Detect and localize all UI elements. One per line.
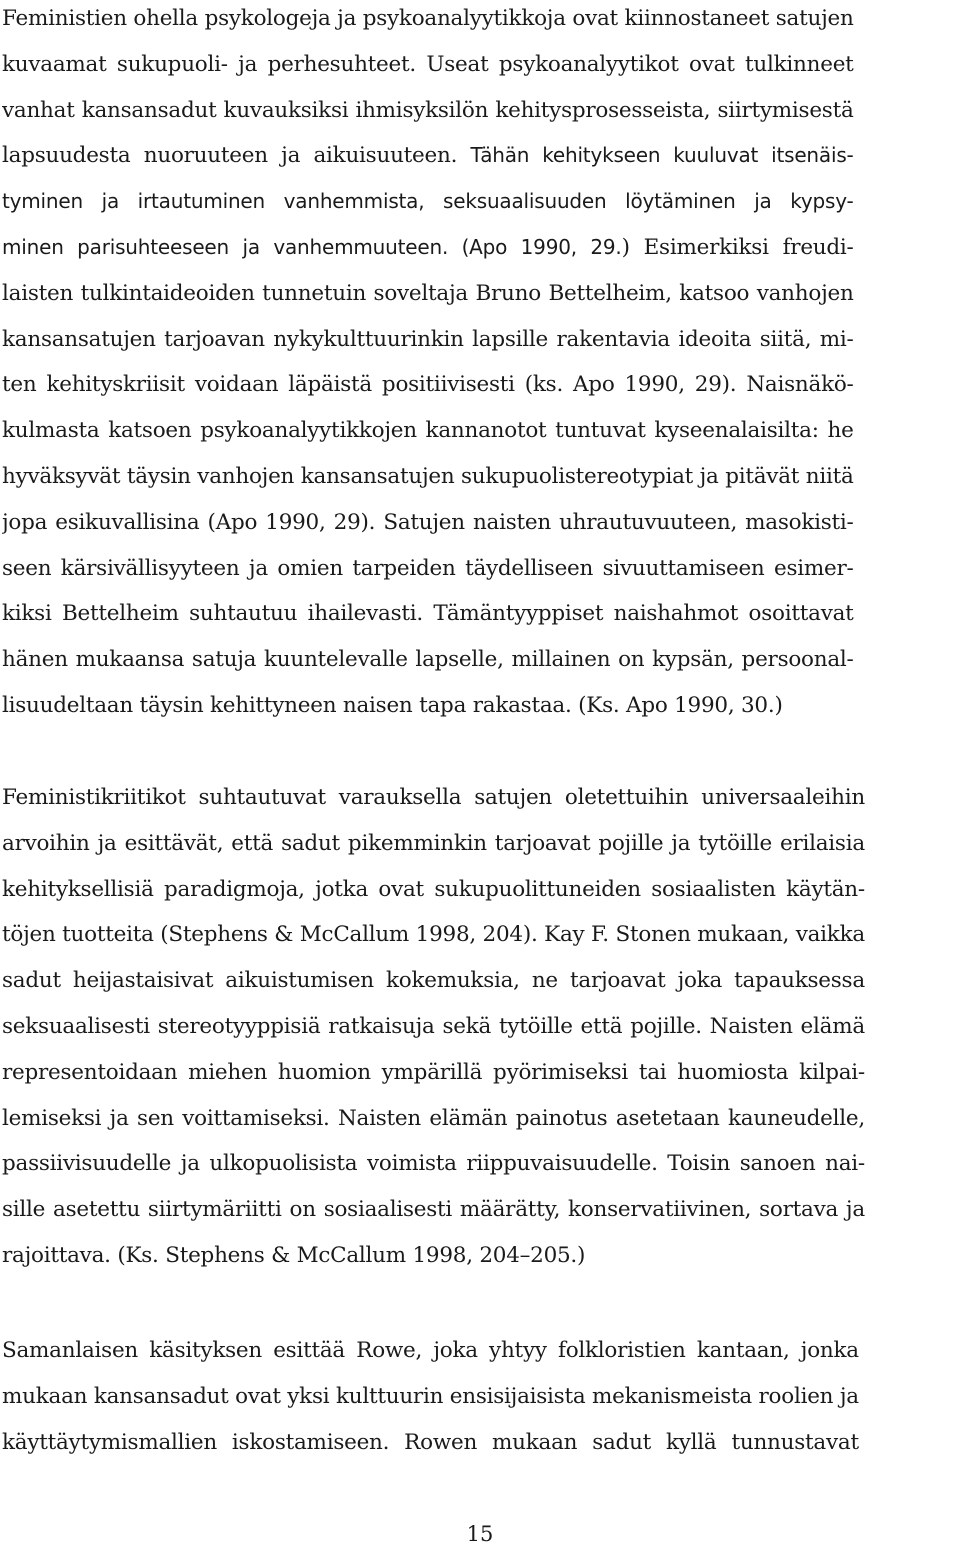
text-line bbox=[2, 1187, 865, 1233]
text-run: kiksi Bettelheim suhtautuu ihailevasti. Tämäntyyppiset naishahmot osoittavat bbox=[2, 601, 854, 627]
page-number: 15 bbox=[466, 1522, 494, 1546]
paragraph-3 bbox=[2, 1328, 859, 1465]
text-run: Feministien ohella psykologeja ja psykoanalyytikkoja ovat kiinnostaneet satujen bbox=[2, 6, 854, 31]
text-run: hyväksyvät täysin vanhojen kansansatujen sukupuolistereotypiat ja pitävät niitä bbox=[2, 463, 854, 489]
text-run: ten kehityskriisit voidaan läpäistä positiivisesti (ks. Apo 1990, 29). Naisnäkö- bbox=[2, 372, 854, 398]
text-line bbox=[2, 546, 854, 592]
text-line bbox=[2, 1141, 865, 1187]
paragraph-2 bbox=[2, 775, 865, 1279]
text-run: kulmasta katsoen psykoanalyytikkojen kannanotot tuntuvat kyseenalaisilta: he bbox=[2, 418, 854, 444]
text-run: rajoittava. (Ks. Stephens & McCallum 1998, 204–205.) bbox=[2, 1242, 586, 1268]
text-line bbox=[2, 683, 854, 729]
text-run: seen kärsivällisyyteen ja omien tarpeiden täydelliseen sivuuttamiseen esimer- bbox=[2, 555, 854, 581]
text-run: lisuudeltaan täysin kehittyneen naisen tapa rakastaa. (Ks. Apo 1990, 30.) bbox=[2, 692, 783, 718]
text-run: representoidaan miehen huomion ympärillä pyörimiseksi tai huomiosta kilpai- bbox=[2, 1059, 865, 1085]
text-run: jopa esikuvallisina (Apo 1990, 29). Satujen naisten uhrautuvuuteen, masokisti- bbox=[2, 509, 854, 535]
text-run: sille asetettu siirtymäriitti on sosiaalisesti määrätty, konservatiivinen, sortava ja bbox=[2, 1197, 865, 1223]
text-line bbox=[2, 1374, 859, 1420]
text-line bbox=[2, 271, 854, 317]
text-line bbox=[2, 1420, 859, 1466]
text-run: töjen tuotteita (Stephens & McCallum 1998, 204). Kay F. Stonen mukaan, vaikka bbox=[2, 922, 865, 948]
text-line bbox=[2, 179, 854, 225]
text-line bbox=[2, 500, 854, 546]
text-line bbox=[2, 42, 854, 88]
text-line bbox=[2, 867, 865, 913]
text-line bbox=[2, 225, 854, 271]
paragraph-1 bbox=[2, 0, 854, 729]
text-run: mukaan kansansadut ovat yksi kulttuurin ensisijaisista mekanismeista roolien ja bbox=[2, 1383, 859, 1409]
text-run: ) Esimerkiksi freudi- bbox=[621, 234, 854, 260]
text-run: lemiseksi ja sen voittamiseksi. Naisten elämän painotus asetetaan kauneudelle, bbox=[2, 1105, 865, 1131]
text-line bbox=[2, 912, 865, 958]
text-line bbox=[2, 958, 865, 1004]
text-line bbox=[2, 1328, 859, 1374]
text-line bbox=[2, 775, 865, 821]
text-run: hänen mukaansa satuja kuuntelevalle lapselle, millainen on kypsän, persoonal- bbox=[2, 647, 854, 673]
text-line bbox=[2, 1004, 865, 1050]
text-run: passiivisuudelle ja ulkopuolisista voimista riippuvaisuudelle. Toisin sanoen nai- bbox=[2, 1151, 865, 1177]
text-run: käyttäytymismallien iskostamiseen. Rowen mukaan sadut kyllä tunnustavat bbox=[2, 1429, 859, 1455]
text-run: seksuaalisesti stereotyyppisiä ratkaisuja sekä tytöille että pojille. Naisten elämä bbox=[2, 1013, 865, 1039]
text-run: laisten tulkintaideoiden tunnetuin soveltaja Bruno Bettelheim, katsoo vanhojen bbox=[2, 280, 854, 306]
text-run: lapsuudesta nuoruuteen ja aikuisuuteen. bbox=[2, 143, 471, 169]
text-run: minen parisuhteeseen ja vanhemmuuteen. (Apo 1990, 29. bbox=[2, 234, 622, 259]
text-line bbox=[2, 1050, 865, 1096]
text-run: Tähän kehitykseen kuuluvat itsenäis- bbox=[470, 143, 854, 168]
text-line bbox=[2, 821, 865, 867]
text-run: kuvaamat sukupuoli- ja perhesuhteet. Useat psykoanalyytikot ovat tulkinneet bbox=[2, 51, 854, 77]
text-line bbox=[2, 1233, 865, 1279]
text-run: tyminen ja irtautuminen vanhemmista, seksuaalisuuden löytäminen ja kypsy- bbox=[2, 189, 854, 214]
text-line bbox=[2, 454, 854, 500]
text-run: kansansatujen tarjoavan nykykulttuurinkin lapsille rakentavia ideoita siitä, mi- bbox=[2, 326, 854, 352]
text-line bbox=[2, 408, 854, 454]
text-run: arvoihin ja esittävät, että sadut pikemminkin tarjoavat pojille ja tytöille erilaisia bbox=[2, 830, 865, 856]
text-run: vanhat kansansadut kuvauksiksi ihmisyksilön kehitysprosesseista, siirtymisestä bbox=[2, 97, 854, 123]
text-line bbox=[2, 0, 854, 42]
text-line bbox=[2, 637, 854, 683]
text-line bbox=[2, 88, 854, 134]
text-line bbox=[2, 362, 854, 408]
text-line bbox=[2, 591, 854, 637]
text-line bbox=[2, 1096, 865, 1142]
text-run: Feministikriitikot suhtautuvat varauksella satujen oletettuihin universaaleihin bbox=[2, 785, 865, 810]
text-line bbox=[2, 317, 854, 363]
text-line bbox=[2, 133, 854, 179]
text-run: sadut heijastaisivat aikuistumisen kokemuksia, ne tarjoavat joka tapauksessa bbox=[2, 968, 865, 994]
text-run: kehityksellisiä paradigmoja, jotka ovat sukupuolittuneiden sosiaalisten käytän- bbox=[2, 876, 865, 902]
text-run: Samanlaisen käsityksen esittää Rowe, joka yhtyy folkloristien kantaan, jonka bbox=[2, 1338, 859, 1363]
